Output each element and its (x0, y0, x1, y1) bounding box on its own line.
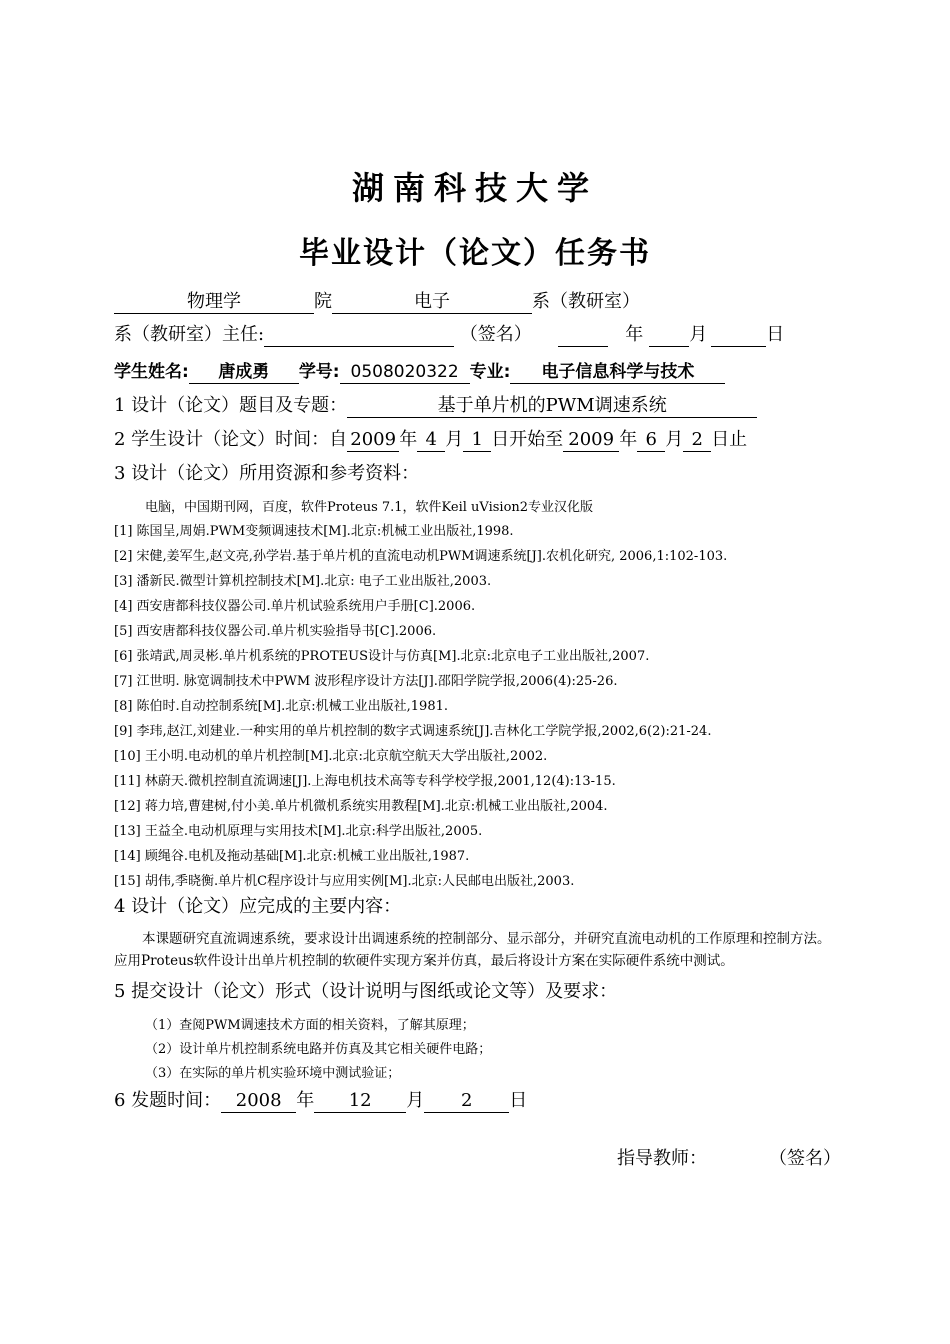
college-value: 物理学 (114, 292, 314, 314)
end-month: 6 (637, 430, 665, 452)
issue-month-label: 月 (406, 1090, 425, 1111)
reference-item: [10] 王小明.电动机的单片机控制[M].北京:北京航空航天大学出版社,2002. (114, 749, 548, 764)
student-id: 0508020322 (340, 363, 470, 384)
start-month: 4 (417, 430, 445, 452)
start-year-label: 年 (399, 429, 418, 450)
topic-line (114, 391, 757, 418)
issue-year-label: 年 (296, 1090, 315, 1111)
department-line (114, 287, 640, 314)
topic-label: 1 设计（论文）题目及专题： (114, 395, 348, 416)
issue-year: 2008 (221, 1091, 296, 1113)
supervisor-sign: （签名） (769, 1148, 841, 1169)
student-name: 唐成勇 (189, 363, 299, 384)
reference-item: [13] 王益全.电动机原理与实用技术[M].北京:科学出版社,2005. (114, 824, 483, 839)
university-title: 湖南科技大学 (351, 169, 598, 207)
reference-item: [14] 顾绳谷.电机及拖动基础[M].北京:机械工业出版社,1987. (114, 849, 470, 864)
reference-item: [11] 林蔚天.微机控制直流调速[J].上海电机技术高等专科学校学报,2001,12(4):13-15. (114, 774, 616, 789)
reference-item: [15] 胡伟,季晓衡.单片机C程序设计与应用实例[M].北京:人民邮电出版社,2003. (114, 874, 575, 889)
issue-month: 12 (314, 1091, 406, 1113)
start-year: 2009 (347, 430, 399, 452)
dept-suffix: 系（教研室） (532, 291, 640, 312)
issue-day: 2 (424, 1091, 509, 1113)
end-month-label: 月 (665, 429, 684, 450)
time-mid-text: 日开始至 (491, 429, 564, 450)
requirement-item: （3）在实际的单片机实验环境中测试验证； (145, 1066, 401, 1081)
reference-item: [4] 西安唐都科技仪器公司.单片机试验系统用户手册[C].2006. (114, 599, 476, 614)
reference-item: [7] 江世明. 脉宽调制技术中PWM 波形程序设计方法[J].邵阳学院学报,2006(4):25-26. (114, 674, 618, 689)
director-line (114, 320, 784, 347)
resources-intro: 电脑，中国期刊网，百度，软件Proteus 7.1，软件Keil uVision2专业汉化版 (145, 500, 594, 515)
dept-value: 电子 (332, 292, 532, 314)
end-year-label: 年 (619, 429, 638, 450)
director-year-label: 年 (625, 324, 644, 345)
reference-item: [2] 宋健,姜军生,赵文亮,孙学岩.基于单片机的直流电动机PWM调速系统[J].农机化研究, 2006,1:102-103. (114, 549, 728, 564)
major-value: 电子信息科学与技术 (510, 363, 725, 384)
content-heading: 4 设计（论文）应完成的主要内容： (114, 896, 402, 917)
reference-item: [1] 陈国呈,周娟.PWM变频调速技术[M].北京:机械工业出版社,1998. (114, 524, 514, 539)
college-suffix: 院 (314, 291, 332, 312)
student-id-label: 学号: (298, 362, 340, 382)
issue-day-label: 日 (509, 1090, 528, 1111)
issue-label: 6 发题时间： (114, 1090, 222, 1111)
content-text: 本课题研究直流调速系统，要求设计出调速系统的控制部分、显示部分，并研究直流电动机的工作原理和控制方法。应用Proteus软件设计出单片机控制的软硬件实现方案并仿真，最后将设计方案在实际硬件系统中测试。 (114, 931, 831, 969)
director-label: 系（教研室）主任: (114, 324, 265, 345)
requirement-item: （1）查阅PWM调速技术方面的相关资料，了解其原理； (145, 1018, 475, 1033)
end-day: 2 (683, 430, 711, 452)
reference-item: [8] 陈伯时.自动控制系统[M].北京:机械工业出版社,1981. (114, 699, 448, 714)
student-name-label: 学生姓名: (114, 362, 189, 382)
director-sign: （签名） (459, 324, 532, 345)
reference-item: [5] 西安唐都科技仪器公司.单片机实验指导书[C].2006. (114, 624, 437, 639)
supervisor-label: 指导教师： (617, 1148, 707, 1169)
major-label: 专业: (469, 362, 511, 382)
start-month-label: 月 (445, 429, 464, 450)
reference-item: [9] 李玮,赵江,刘建业.一种实用的单片机控制的数字式调速系统[J].吉林化工学院学报,2002,6(2):21-24. (114, 724, 712, 739)
reference-item: [3] 潘新民.微型计算机控制技术[M].北京: 电子工业出版社,2003. (114, 574, 492, 589)
reference-item: [12] 蒋力培,曹建树,付小美.单片机微机系统实用教程[M].北京:机械工业出版社,2004. (114, 799, 608, 814)
issue-line (114, 1086, 527, 1113)
student-line (114, 357, 725, 384)
supervisor-line (617, 1144, 841, 1170)
requirement-item: （2）设计单片机控制系统电路并仿真及其它相关硬件电路； (145, 1042, 492, 1057)
reference-item: [6] 张靖武,周灵彬.单片机系统的PROTEUS设计与仿真[M].北京:北京电子工业出版社,2007. (114, 649, 650, 664)
director-month-label: 月 (689, 324, 708, 345)
submit-heading: 5 提交设计（论文）形式（设计说明与图纸或论文等）及要求： (114, 981, 618, 1002)
topic-value: 基于单片机的PWM调速系统 (347, 396, 757, 418)
document-title: 毕业设计（论文）任务书 (299, 236, 651, 271)
time-line (114, 425, 747, 452)
end-year: 2009 (563, 430, 619, 452)
start-day: 1 (463, 430, 491, 452)
resources-heading: 3 设计（论文）所用资源和参考资料： (114, 463, 420, 484)
director-day-label: 日 (766, 324, 785, 345)
time-label: 2 学生设计（论文）时间：自 (114, 429, 348, 450)
time-end-text: 日止 (711, 429, 748, 450)
